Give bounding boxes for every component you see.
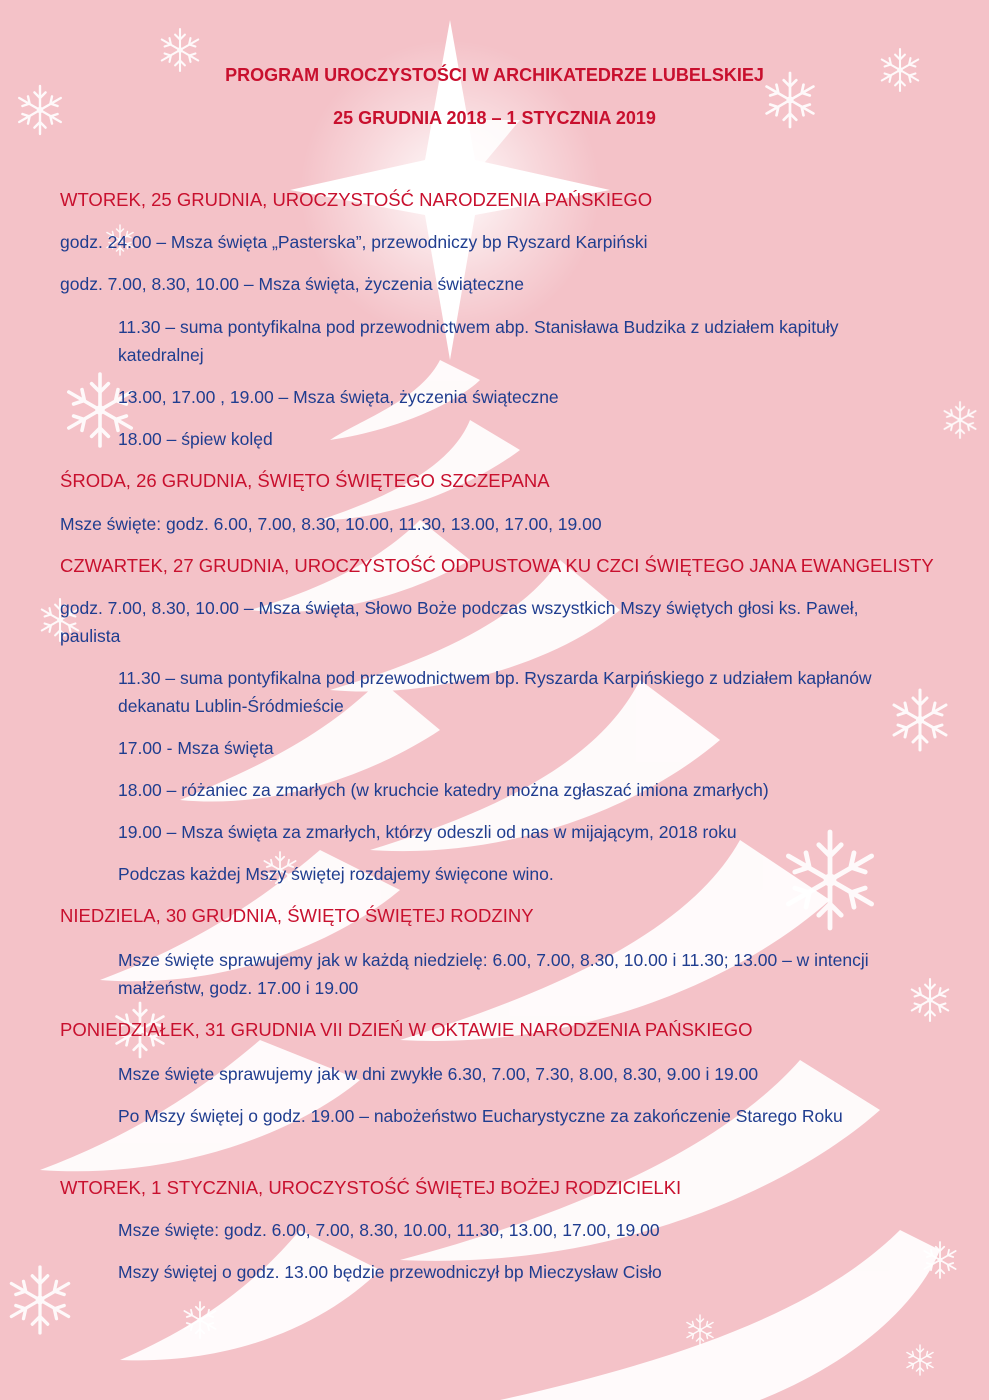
section-heading-jan1: WTOREK, 1 STYCZNIA, UROCZYSTOŚĆ ŚWIĘTEJ BOŻEJ RODZICIELKI bbox=[60, 1177, 682, 1198]
schedule-line: godz. 24.00 – Msza święta „Pasterska”, przewodniczy bp Ryszard Karpiński bbox=[60, 232, 648, 252]
schedule-line: 11.30 – suma pontyfikalna pod przewodnictwem abp. Stanisława Budzika z udziałem kapituły katedralnej bbox=[118, 317, 839, 365]
section-heading-dec30: NIEDZIELA, 30 GRUDNIA, ŚWIĘTO ŚWIĘTEJ RODZINY bbox=[60, 905, 534, 926]
schedule-line: 13.00, 17.00 , 19.00 – Msza święta, życzenia świąteczne bbox=[118, 387, 559, 407]
section-heading-dec26: ŚRODA, 26 GRUDNIA, ŚWIĘTO ŚWIĘTEGO SZCZEPANA bbox=[60, 470, 550, 491]
schedule-line: 11.30 – suma pontyfikalna pod przewodnictwem bp. Ryszarda Karpińskiego z udziałem kapłanów dekanatu Lublin-Śródmieście bbox=[118, 668, 872, 716]
schedule-line: 18.00 – różaniec za zmarłych (w kruchcie katedry można zgłaszać imiona zmarłych) bbox=[118, 780, 769, 800]
section-heading-dec25: WTOREK, 25 GRUDNIA, UROCZYSTOŚĆ NARODZENIA PAŃSKIEGO bbox=[60, 189, 653, 210]
schedule-line: Msze święte: godz. 6.00, 7.00, 8.30, 10.00, 11.30, 13.00, 17.00, 19.00 bbox=[118, 1220, 660, 1240]
schedule-note: Podczas każdej Mszy świętej rozdajemy święcone wino. bbox=[118, 864, 554, 884]
schedule-line: Mszy świętej o godz. 13.00 będzie przewodniczył bp Mieczysław Cisło bbox=[118, 1262, 662, 1282]
schedule-line-text: godz. 7.00, 8.30, 10.00 – Msza święta, Słowo Boże podczas wszystkich Mszy świętych głosi ks. Paweł, paulista bbox=[60, 598, 859, 646]
schedule-line: 19.00 – Msza święta za zmarłych, którzy odeszli od nas w mijającym, 2018 roku bbox=[118, 822, 737, 842]
schedule-line: 18.00 – śpiew kolęd bbox=[118, 429, 273, 449]
schedule-line: Msze święte: godz. 6.00, 7.00, 8.30, 10.00, 11.30, 13.00, 17.00, 19.00 bbox=[60, 514, 602, 534]
document-title: PROGRAM UROCZYSTOŚCI W ARCHIKATEDRZE LUBELSKIEJ bbox=[225, 65, 764, 85]
schedule-line: Po Mszy świętej o godz. 19.00 – nabożeństwo Eucharystyczne za zakończenie Starego Roku bbox=[118, 1106, 843, 1126]
schedule-line: Msze święte sprawujemy jak w każdą niedzielę: 6.00, 7.00, 8.30, 10.00 i 11.30; 13.00 – w intencji małżeństw, godz. 17.00 i 19.00 bbox=[118, 950, 869, 998]
section-heading-dec27: CZWARTEK, 27 GRUDNIA, UROCZYSTOŚĆ ODPUSTOWA KU CZCI ŚWIĘTEGO JANA EWANGELISTY bbox=[60, 555, 934, 576]
schedule-line: 17.00 - Msza święta bbox=[118, 738, 274, 758]
document-date-range: 25 GRUDNIA 2018 – 1 STYCZNIA 2019 bbox=[333, 108, 656, 128]
schedule-line: Msze święte sprawujemy jak w dni zwykłe 6.30, 7.00, 7.30, 8.00, 8.30, 9.00 i 19.00 bbox=[118, 1064, 759, 1084]
section-heading-dec31: PONIEDZIAŁEK, 31 GRUDNIA VII DZIEŃ W OKTAWIE NARODZENIA PAŃSKIEGO bbox=[60, 1019, 753, 1040]
schedule-line: godz. 7.00, 8.30, 10.00 – Msza święta, życzenia świąteczne bbox=[60, 274, 525, 294]
schedule-line bbox=[60, 594, 920, 650]
